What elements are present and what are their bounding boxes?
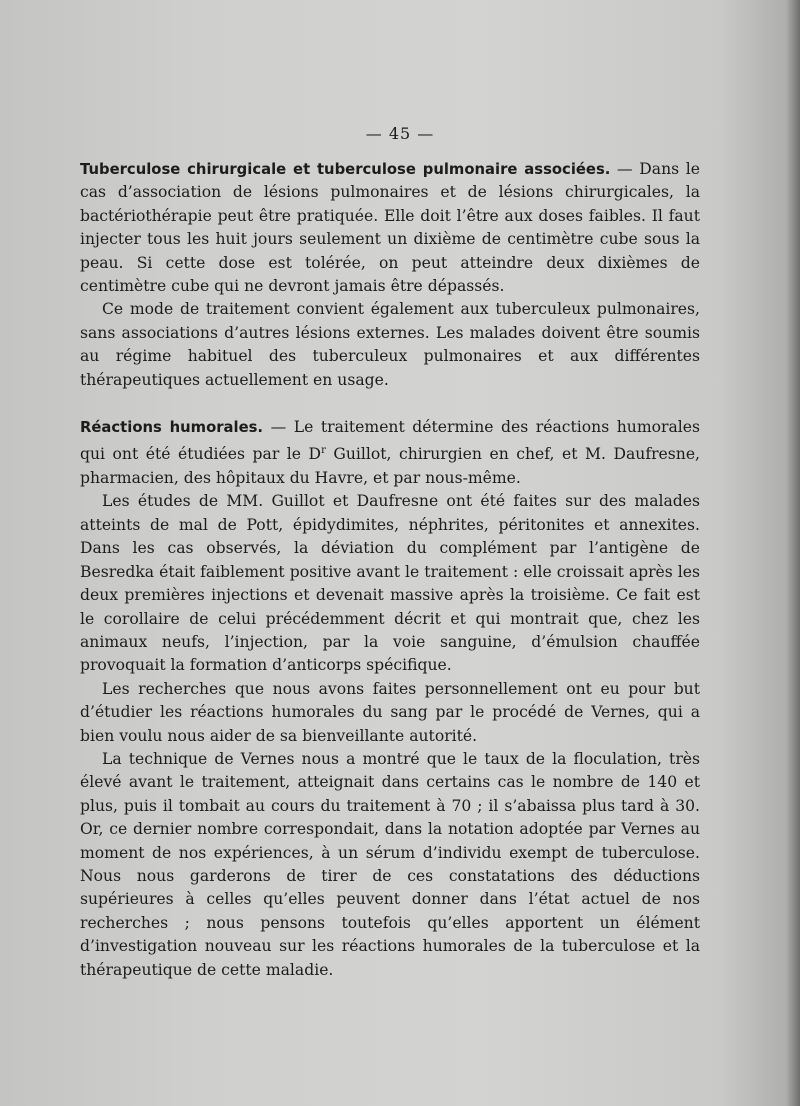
paragraph-text: — Dans le cas d’association de lésions pulmonaires et de lésions chirurgicales, la bactériothérapie peut être pratiquée. Elle doit l’être aux doses faibles. Il faut injecter tous les huit jours seulement un dixième de centimètre cube sous la peau. Si cette dose est tolérée, on peut atteindre deux dixièmes de centimètre cube qui ne devront jamais être dépassés.	[80, 160, 700, 296]
section-reactions-paragraph-2: Les études de MM. Guillot et Daufresne ont été faites sur des malades atteints de mal de Pott, épidydimites, néphrites, péritonites et annexites. Dans les cas observés, la déviation du complément par l’antigène de Besredka était faiblement positive avant le traitement : elle croissait après les deux premières injections et devenait massive après la troisième. Ce fait est le corollaire de celui précédemment décrit et qui montrait que, chez les animaux neufs, l’injection, par la voie sanguine, d’émulsion chauffée provoquait la formation d’anticorps spécifique.	[80, 492, 700, 675]
section-heading-tuberculose: Tuberculose chirurgicale et tuberculose pulmonaire associées.	[80, 161, 611, 178]
page-number: — 45 —	[365, 124, 435, 143]
page-body	[80, 158, 700, 982]
page-edge-shadow	[786, 0, 800, 1106]
paragraph-text: — Le traitement détermine des réactions humorales qui ont été étudiées par le D	[80, 418, 700, 464]
section-reactions-paragraph-3: Les recherches que nous avons faites personnellement ont eu pour but d’étudier les réactions humorales du sang par le procédé de Vernes, qui a bien voulu nous aider de sa bienveillante autorité.	[80, 679, 700, 745]
section-reactions-paragraph-4: La technique de Vernes nous a montré que le taux de la floculation, très élevé avant le traitement, atteignait dans certains cas le nombre de 140 et plus, puis il tombait au cours du traitement à 70 ; il s’abaissa plus tard à 30. Or, ce dernier nombre correspondait, dans la notation adoptée par Vernes au moment de nos expériences, à un sérum d’individu exempt de tuberculose. Nous nous garderons de tirer de ces constatations des déductions supérieures à celles qu’elles peuvent donner dans l’état actuel de nos recherches ; nous pensons toutefois qu’elles apportent un élément d’investigation nouveau sur les réactions humorales de la tuberculose et la thérapeutique de cette maladie.	[80, 749, 700, 979]
section-reactions-paragraph-1	[80, 416, 700, 490]
dr-superscript: r	[321, 445, 326, 457]
section-heading-reactions: Réactions humorales.	[80, 419, 264, 437]
section-tuberculose-paragraph-2: Ce mode de traitement convient également aux tuberculeux pulmonaires, sans associations d’autres lésions externes. Les malades doivent être soumis au régime habituel des tuberculeux pulmonaires et aux différentes thérapeutiques actuellement en usage.	[80, 300, 700, 389]
section-tuberculose-paragraph-1	[80, 158, 700, 298]
section-gap	[80, 392, 700, 416]
paragraph-text: Guillot, chirurgien en chef, et M. Daufresne, pharmacien, des hôpitaux du Havre, et par nous-même.	[80, 445, 701, 488]
